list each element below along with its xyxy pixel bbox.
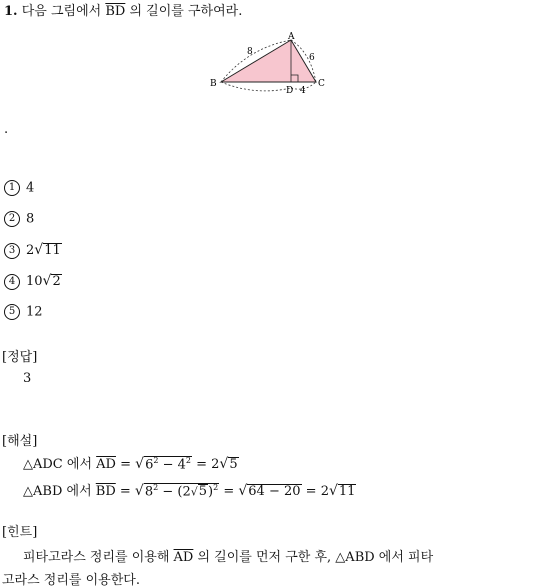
sqrt-symbol: √ — [134, 483, 144, 499]
radical-body — [144, 456, 192, 472]
hint-line-2: 고라스 정리를 이용한다. — [2, 573, 140, 588]
term: 8 — [144, 484, 154, 499]
option-5[interactable] — [4, 304, 43, 320]
triangle-name: △ADC — [23, 457, 63, 472]
result-radicand: 11 — [338, 484, 356, 499]
equals: = — [115, 484, 135, 499]
equals: = 2 — [191, 457, 220, 472]
option-coef: 10 — [26, 274, 43, 289]
option-text: 12 — [26, 304, 43, 320]
sqrt-symbol: √ — [328, 483, 338, 499]
option-marker: 3 — [4, 243, 20, 259]
sqrt-symbol: √ — [42, 273, 52, 289]
result-radicand: 5 — [229, 457, 238, 472]
exponent: 2 — [153, 455, 159, 465]
term: 4 — [177, 457, 186, 472]
hint-segment: $\overline{AD}$ — [173, 550, 194, 565]
explanation-line-2 — [23, 480, 356, 499]
question-segment: $\overline{BD}$ — [105, 4, 126, 19]
equals: = — [115, 457, 136, 472]
sqrt-symbol: √ — [219, 456, 229, 472]
exponent: 2 — [153, 482, 159, 492]
explanation-word: 에서 — [62, 457, 97, 472]
answer-heading: [정답] — [2, 350, 38, 365]
label-ac: 6 — [309, 53, 315, 63]
label-dc: 4 — [300, 86, 306, 96]
hint-text: 피타고라스 정리를 이용해 — [23, 550, 174, 565]
question-text-after: 의 길이를 구하여라. — [125, 4, 243, 19]
hint-line-1 — [23, 546, 433, 565]
minus: − (2 — [158, 484, 191, 499]
option-3[interactable] — [4, 242, 62, 259]
question-text-before: 다음 그림에서 — [21, 4, 106, 19]
option-marker: 1 — [4, 180, 20, 196]
triangle-name: △ABD — [23, 484, 63, 499]
option-coef: 2 — [26, 243, 35, 258]
option-2[interactable] — [4, 211, 34, 227]
explanation-word: 에서 — [62, 484, 96, 499]
question-number: 1. — [4, 4, 18, 19]
equals: = — [219, 484, 239, 499]
option-text: 4 — [26, 180, 35, 196]
vertex-c-label: C — [318, 79, 325, 89]
option-marker: 4 — [4, 274, 20, 290]
inner-radicand: 5 — [198, 484, 208, 499]
hint-text: 의 길이를 먼저 구한 후, △ABD 에서 피타 — [193, 550, 434, 565]
option-1[interactable] — [4, 180, 34, 196]
stray-mark: . — [4, 122, 9, 137]
arc-bd — [221, 82, 291, 91]
segment-bd: $\overline{BD}$ — [95, 484, 116, 499]
question-line — [4, 0, 242, 19]
option-text: 8 — [26, 211, 35, 227]
equals: = 2 — [301, 484, 329, 499]
explanation-line-1 — [23, 453, 239, 472]
option-marker: 2 — [4, 211, 20, 227]
sqrt-symbol: √ — [190, 485, 198, 498]
label-ab: 8 — [247, 47, 253, 57]
term: 6 — [145, 457, 154, 472]
radical-body — [144, 483, 219, 499]
answer-value: 3 — [23, 371, 32, 386]
segment-ad: $\overline{AD}$ — [96, 457, 116, 472]
sqrt-symbol: √ — [238, 483, 248, 499]
explanation-heading: [해설] — [2, 434, 38, 449]
option-radicand: 11 — [44, 243, 61, 258]
triangle-figure — [0, 30, 535, 140]
option-4[interactable] — [4, 273, 62, 290]
sqrt-symbol: √ — [34, 242, 44, 258]
minus: − — [158, 457, 178, 472]
option-marker: 5 — [4, 304, 20, 320]
sqrt-symbol: √ — [135, 456, 145, 472]
vertex-a-label: A — [288, 32, 295, 42]
vertex-b-label: B — [210, 79, 217, 89]
paren-close: ) — [208, 484, 214, 499]
vertex-d-label: D — [286, 86, 294, 96]
middle-radicand: 64 − 20 — [248, 484, 301, 499]
exponent: 2 — [185, 455, 191, 465]
option-radicand: 2 — [52, 274, 61, 289]
hint-heading: [힌트] — [2, 525, 38, 540]
exponent: 2 — [213, 482, 219, 492]
